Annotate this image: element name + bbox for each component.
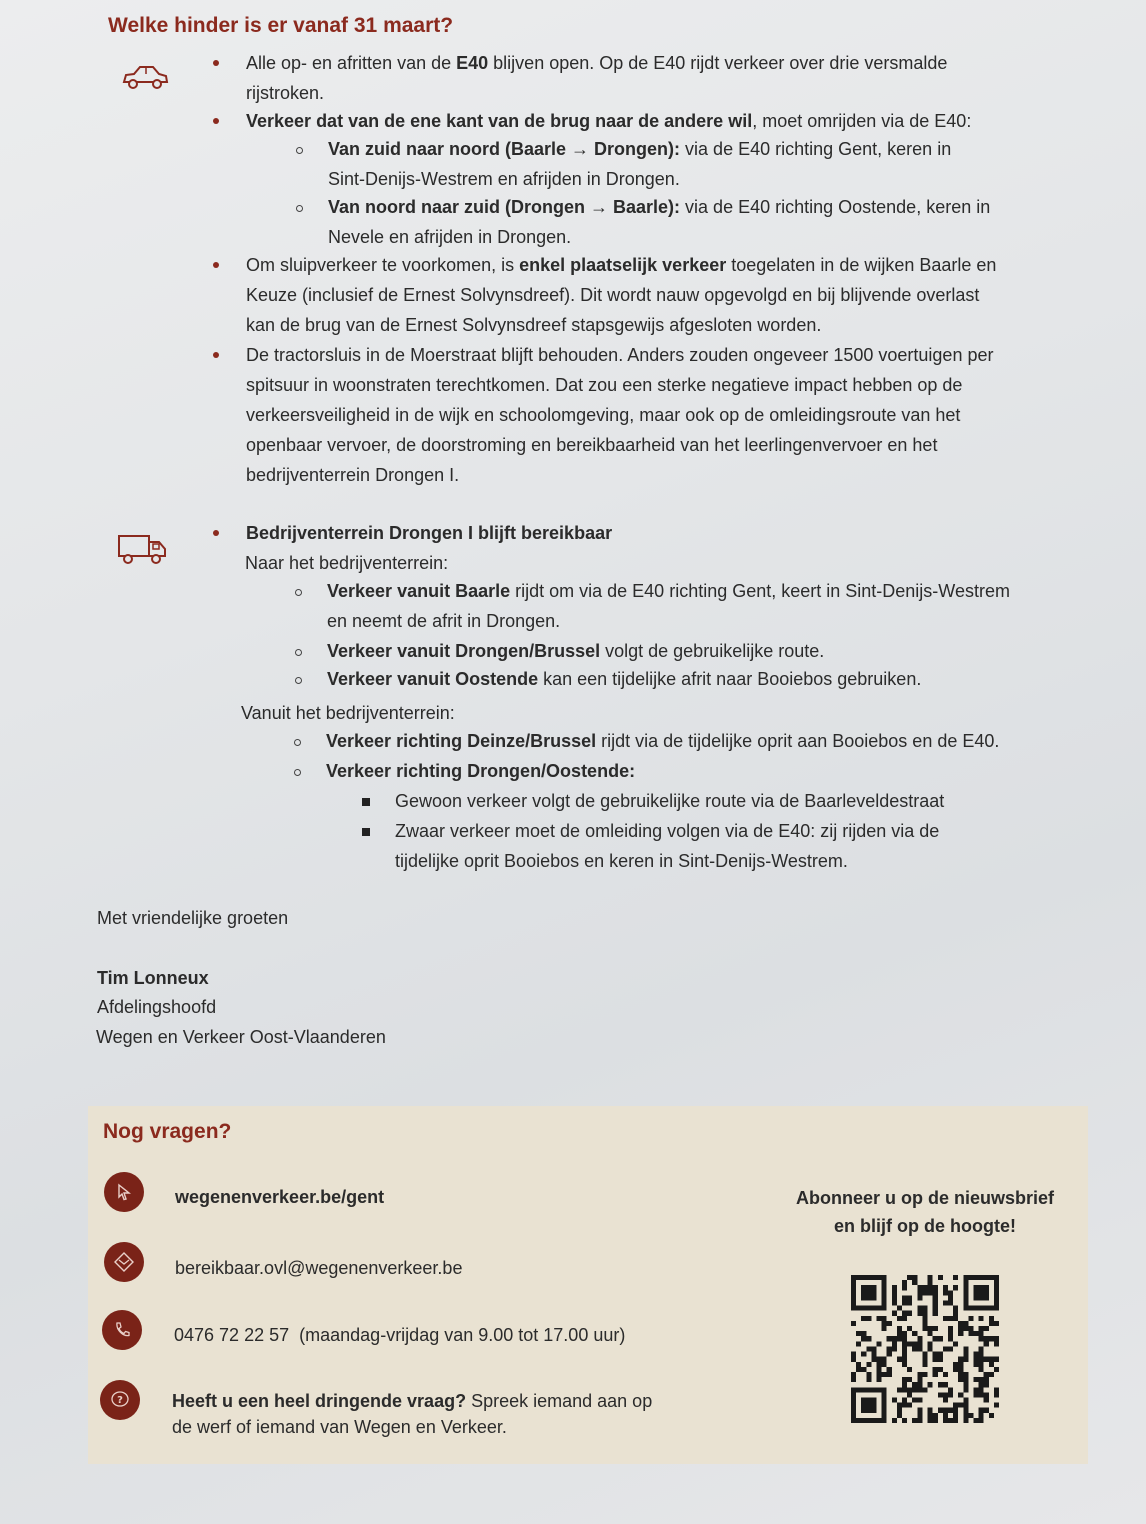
text: blijven open. Op de E40 rijdt verkeer over drie versmalde xyxy=(488,53,948,73)
text: volgt de gebruikelijke route. xyxy=(600,641,825,661)
bullet-dot xyxy=(213,530,219,536)
text: spitsuur in woonstraten terechtkomen. Dat zou een sterke negatieve impact hebben op de xyxy=(246,375,963,395)
text: Spreek iemand aan op xyxy=(466,1391,653,1411)
text: via de E40 richting Gent, keren in xyxy=(680,139,952,159)
contact-title: Nog vragen? xyxy=(103,1120,232,1143)
sub-north-south xyxy=(328,192,990,252)
text: openbaar vervoer, de doorstroming en bereikbaarheid van het leerlingenvervoer en het xyxy=(246,435,938,455)
circle-bullet xyxy=(294,739,301,746)
text: rijstroken. xyxy=(246,83,325,103)
bullet-tractorsluis xyxy=(246,340,993,490)
text: Nevele en afrijden in Drongen. xyxy=(328,227,572,247)
bold-text: Verkeer vanuit Oostende xyxy=(327,669,539,689)
text: en neemt de afrit in Drongen. xyxy=(327,611,561,631)
sub-from-baarle xyxy=(327,576,1010,636)
text: Keuze (inclusief de Ernest Solvynsdreef). Dit wordt nauw opgevolgd en bij blijvende overlast xyxy=(246,285,980,305)
sub-from-oostende xyxy=(327,664,921,694)
circle-bullet xyxy=(294,769,301,776)
square-normal-traffic xyxy=(395,786,944,816)
car-icon xyxy=(120,62,170,92)
truck-icon xyxy=(116,532,168,566)
text: via de E40 richting Oostende, keren in xyxy=(680,197,991,217)
website-link[interactable]: wegenenverkeer.be/gent xyxy=(175,1187,385,1207)
text: kan een tijdelijke afrit naar Booiebos gebruiken. xyxy=(538,669,922,689)
text: Gewoon verkeer volgt de gebruikelijke route via de Baarleveldestraat xyxy=(395,791,945,811)
text: bedrijventerrein Drongen I. xyxy=(246,465,460,485)
text: De tractorsluis in de Moerstraat blijft behouden. Anders zouden ongeveer 1500 voertuigen per xyxy=(246,345,994,365)
text: verkeersveiligheid in de wijk en schoolomgeving, maar ook op de omleidingsroute van het xyxy=(246,405,961,425)
phone-line xyxy=(174,1322,625,1348)
text: , moet omrijden via de E40: xyxy=(752,111,972,131)
phone-number[interactable]: 0476 72 22 57 xyxy=(174,1325,290,1345)
text: rijdt om via de E40 richting Gent, keert in Sint-Denijs-Westrem xyxy=(510,581,1010,601)
square-bullet xyxy=(362,798,370,806)
text: Alle op- en afritten van de xyxy=(246,53,457,73)
text: de werf of iemand van Wegen en Verkeer. xyxy=(172,1417,507,1437)
to-label: Naar het bedrijventerrein: xyxy=(245,553,449,573)
text: Om sluipverkeer te voorkomen, is xyxy=(246,255,520,275)
bold-text: Verkeer dat van de ene kant van de brug naar de andere wil xyxy=(246,111,753,131)
text: rijdt via de tijdelijke oprit aan Booiebos en de E40. xyxy=(596,731,1000,751)
circle-bullet xyxy=(296,147,303,154)
sub-to-drongen xyxy=(326,756,635,786)
text: kan de brug van de Ernest Solvynsdreef stapsgewijs afgesloten worden. xyxy=(246,315,822,335)
text: tijdelijke oprit Booiebos en keren in Sint-Denijs-Westrem. xyxy=(395,851,848,871)
newsletter-text xyxy=(770,1184,1080,1240)
sub-south-north xyxy=(328,134,951,194)
svg-text:?: ? xyxy=(117,1395,123,1406)
bold-text: Heeft u een heel dringende vraag? xyxy=(172,1391,467,1411)
bold-text: Verkeer vanuit Baarle xyxy=(327,581,511,601)
text: Abonneer u op de nieuwsbrief xyxy=(795,1188,1055,1208)
urgent-question xyxy=(172,1388,652,1440)
bullet-dot xyxy=(213,60,219,66)
phone-icon xyxy=(102,1310,142,1350)
bullet-dot xyxy=(213,118,219,124)
text: Sint-Denijs-Westrem en afrijden in Drongen. xyxy=(328,169,680,189)
bold-text: E40 xyxy=(456,53,489,73)
page-heading: Welke hinder is er vanaf 31 maart? xyxy=(108,14,454,37)
bold-text: Verkeer richting Deinze/Brussel xyxy=(326,731,597,751)
signer-role: Afdelingshoofd xyxy=(97,997,217,1017)
from-label: Vanuit het bedrijventerrein: xyxy=(241,703,455,723)
phone-hours: (maandag-vrijdag van 9.00 tot 17.00 uur) xyxy=(299,1325,626,1345)
circle-bullet xyxy=(295,677,302,684)
bold-text: Verkeer richting Drongen/Oostende: xyxy=(326,761,636,781)
email-icon xyxy=(104,1242,144,1282)
signer-name: Tim Lonneux xyxy=(97,968,209,988)
cursor-icon xyxy=(104,1172,144,1212)
bold-text: Van noord naar zuid (Drongen → Baarle): xyxy=(328,197,681,217)
bold-text: Verkeer vanuit Drongen/Brussel xyxy=(327,641,601,661)
qr-code[interactable] xyxy=(850,1275,1000,1423)
bold-text: Bedrijventerrein Drongen I blijft bereikbaar xyxy=(246,523,613,543)
square-heavy-traffic xyxy=(395,816,939,876)
sub-to-deinze xyxy=(326,726,999,756)
bold-text: Van zuid naar noord (Baarle → Drongen): xyxy=(328,139,681,159)
bullet-bedrijventerrein xyxy=(246,518,612,548)
greeting: Met vriendelijke groeten xyxy=(97,908,289,928)
bold-text: enkel plaatselijk verkeer xyxy=(519,255,727,275)
bullet-dot xyxy=(213,262,219,268)
sub-from-drongen xyxy=(327,636,824,666)
bullet-local-traffic xyxy=(246,250,996,340)
question-icon xyxy=(100,1380,140,1420)
circle-bullet xyxy=(296,205,303,212)
signer-org: Wegen en Verkeer Oost-Vlaanderen xyxy=(96,1027,386,1047)
email-link[interactable]: bereikbaar.ovl@wegenenverkeer.be xyxy=(175,1258,463,1278)
text: en blijf op de hoogte! xyxy=(834,1216,1016,1236)
square-bullet xyxy=(362,828,370,836)
text: Zwaar verkeer moet de omleiding volgen via de E40: zij rijden via de xyxy=(395,821,940,841)
bullet-dot xyxy=(213,352,219,358)
bullet-detour xyxy=(246,106,971,136)
bullet-e40-open xyxy=(246,48,947,108)
circle-bullet xyxy=(295,649,302,656)
circle-bullet xyxy=(295,589,302,596)
text: toegelaten in de wijken Baarle en xyxy=(726,255,997,275)
